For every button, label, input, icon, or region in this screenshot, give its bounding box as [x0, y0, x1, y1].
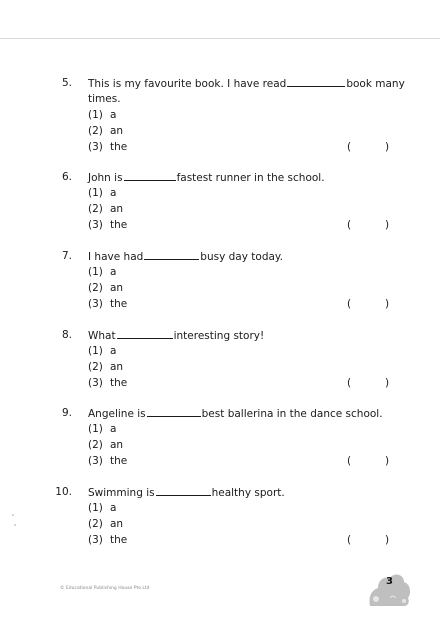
option-1: (1) a	[88, 187, 117, 199]
answer-blank	[147, 406, 201, 417]
question-stem: This is my favourite book. I have read	[88, 78, 287, 90]
question-number: 8.	[61, 329, 72, 341]
question-number: 6.	[61, 171, 72, 183]
option-1: (1) a	[88, 423, 117, 435]
answer-blank	[144, 249, 199, 260]
question-tail: busy day today.	[200, 251, 283, 263]
option-3: (3) the	[88, 298, 128, 310]
option-2: (2) an	[88, 518, 124, 530]
option-2: (2) an	[88, 439, 124, 451]
question-tail: book many	[346, 78, 405, 90]
question-stem: I have had	[88, 251, 144, 263]
question-number: 7.	[61, 250, 72, 262]
option-3: (3) the	[88, 377, 128, 389]
answer-blank	[287, 76, 345, 87]
question-number: 10.	[55, 486, 72, 498]
answer-paren-open: (	[347, 377, 352, 389]
question-tail: fastest runner in the school.	[176, 172, 325, 184]
scan-speck	[12, 514, 14, 516]
question-stem: Angeline is	[88, 408, 146, 420]
option-2: (2) an	[88, 125, 124, 137]
top-rule	[0, 38, 440, 39]
question-stem: What	[88, 330, 116, 342]
option-2: (2) an	[88, 282, 124, 294]
option-3: (3) the	[88, 219, 128, 231]
answer-blank	[117, 328, 173, 339]
option-1: (1) a	[88, 109, 117, 121]
question-stem: Swimming is	[88, 487, 155, 499]
answer-blank	[124, 170, 176, 181]
option-1: (1) a	[88, 345, 117, 357]
question-text	[88, 170, 325, 187]
answer-paren-close: )	[385, 219, 390, 231]
answer-paren-open: (	[347, 455, 352, 467]
answer-paren-close: )	[385, 455, 390, 467]
answer-paren-close: )	[385, 298, 390, 310]
answer-paren-open: (	[347, 141, 352, 153]
answer-blank	[156, 485, 211, 496]
answer-paren-open: (	[347, 219, 352, 231]
option-2: (2) an	[88, 203, 124, 215]
option-1: (1) a	[88, 266, 117, 278]
option-3: (3) the	[88, 141, 128, 153]
option-2: (2) an	[88, 361, 124, 373]
option-3: (3) the	[88, 455, 128, 467]
question-text	[88, 485, 285, 502]
question-stem: John is	[88, 172, 123, 184]
question-text	[88, 249, 283, 266]
question-number: 9.	[61, 407, 72, 419]
question-text	[88, 406, 383, 423]
page-number-badge-icon	[364, 568, 414, 608]
answer-paren-open: (	[347, 534, 352, 546]
option-3: (3) the	[88, 534, 128, 546]
question-text	[88, 76, 405, 93]
question-continuation: times.	[88, 93, 121, 105]
option-1: (1) a	[88, 502, 117, 514]
question-number: 5.	[61, 77, 72, 89]
publisher-footer: © Educational Publishing House Pte Ltd	[60, 586, 150, 591]
scan-speck	[14, 524, 16, 526]
question-tail: healthy sport.	[211, 487, 285, 499]
question-text	[88, 328, 264, 345]
question-tail: best ballerina in the dance school.	[201, 408, 383, 420]
page-number: 3	[386, 576, 393, 587]
answer-paren-close: )	[385, 141, 390, 153]
answer-paren-close: )	[385, 377, 390, 389]
answer-paren-close: )	[385, 534, 390, 546]
question-tail: interesting story!	[173, 330, 265, 342]
answer-paren-open: (	[347, 298, 352, 310]
